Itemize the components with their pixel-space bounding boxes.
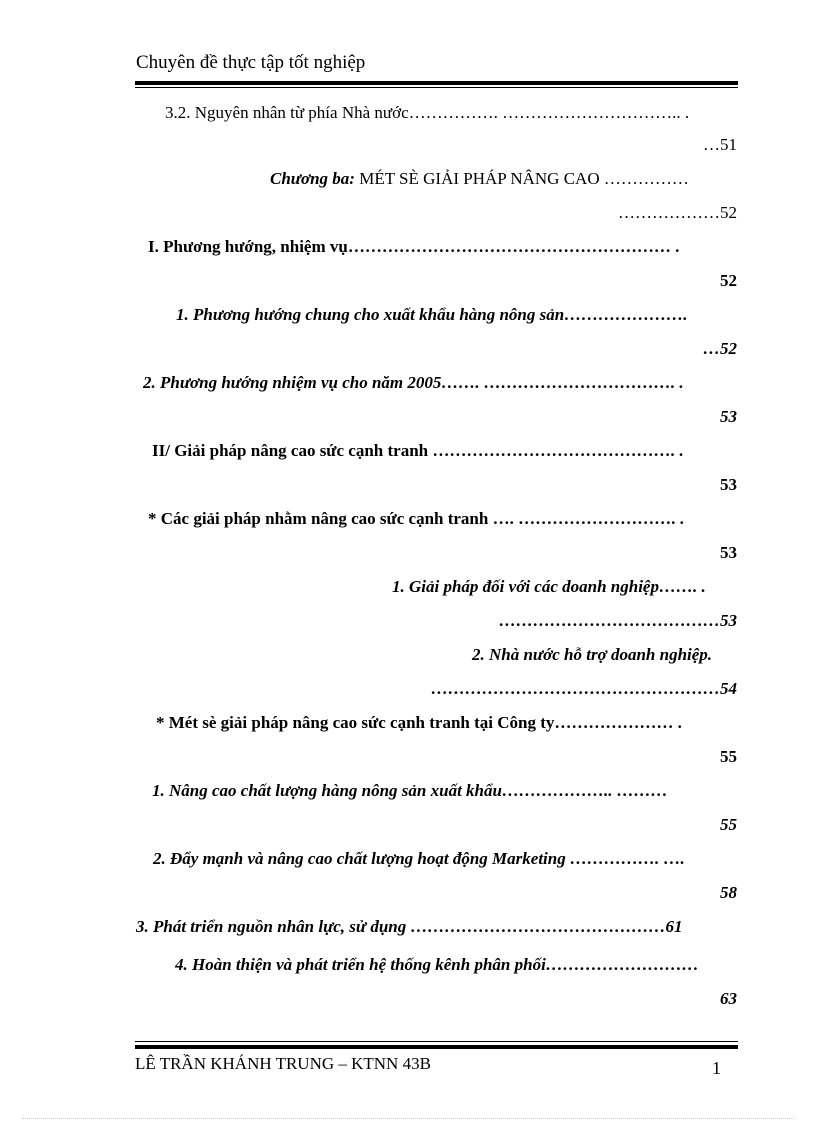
toc-page-number: …52 xyxy=(703,339,737,358)
toc-entry-3-2b: 2. Đẩy mạnh và nâng cao chất lượng hoạt động Marketing ……………. …. xyxy=(153,849,685,868)
toc-page-number: 52 xyxy=(720,271,737,290)
toc-entry-3-3: 3. Phát triển nguồn nhân lực, sử dụng ………………………………………61 xyxy=(136,917,683,936)
toc-chapter-three xyxy=(270,169,689,189)
toc-entry-2-2: 2. Nhà nước hỗ trợ doanh nghiệp. xyxy=(472,645,713,664)
footer-author: LÊ TRẦN KHÁNH TRUNG – KTNN 43B xyxy=(135,1054,431,1073)
toc-page-number: 53 xyxy=(720,475,737,494)
toc-entry-1-2: 2. Phương hướng nhiệm vụ cho năm 2005……. ……………………………. . xyxy=(143,373,684,392)
toc-page-number: …………………………………53 xyxy=(499,611,737,630)
toc-page-number: …51 xyxy=(703,135,737,154)
header-rule-thick xyxy=(135,81,738,85)
footer-rule-thick xyxy=(135,1045,738,1049)
toc-page-number: 53 xyxy=(720,407,737,426)
toc-page-number: 55 xyxy=(720,815,737,834)
footer-rule-thin xyxy=(135,1041,738,1042)
toc-entry-3-2: 3.2. Nguyên nhân từ phía Nhà nước……………. ………………………….. . xyxy=(165,103,690,122)
page-header-title: Chuyên đề thực tập tốt nghiệp xyxy=(136,52,366,73)
toc-page-number: ……………………………………………54 xyxy=(431,679,737,698)
toc-subsection-company: * Mét sè giải pháp nâng cao sức cạnh tranh tại Công ty………………… . xyxy=(156,713,682,732)
page-edge-dotted xyxy=(22,1118,794,1119)
toc-entry-2-1: 1. Giải pháp đối với các doanh nghiệp……. . xyxy=(392,577,706,596)
toc-subsection-solutions: * Các giải pháp nhằm nâng cao sức cạnh tranh …. ………………………. . xyxy=(148,509,684,528)
toc-page-number: 55 xyxy=(720,747,737,766)
toc-section-2: II/ Giải pháp nâng cao sức cạnh tranh ……………………………………. . xyxy=(152,441,684,460)
toc-entry-3-4: 4. Hoàn thiện và phát triển hệ thống kênh phân phối……………………… xyxy=(175,955,699,974)
header-rule-thin xyxy=(135,87,738,88)
toc-entry-3-1: 1. Nâng cao chất lượng hàng nông sản xuất khẩu……………….. ……… xyxy=(152,781,668,800)
page-number: 1 xyxy=(712,1058,721,1078)
toc-page-number: 53 xyxy=(720,543,737,562)
chapter-title: MÉT SÈ GIẢI PHÁP NÂNG CAO …………… xyxy=(354,169,689,188)
toc-section-1: I. Phương hướng, nhiệm vụ………………………………………………… . xyxy=(148,237,680,256)
chapter-label: Chương ba: xyxy=(270,169,355,188)
toc-page-number: 63 xyxy=(720,989,737,1008)
toc-page-number: ………………52 xyxy=(618,203,737,222)
toc-entry-1-1: 1. Phương hướng chung cho xuất khẩu hàng nông sản…………………. xyxy=(176,305,688,324)
toc-page-number: 58 xyxy=(720,883,737,902)
